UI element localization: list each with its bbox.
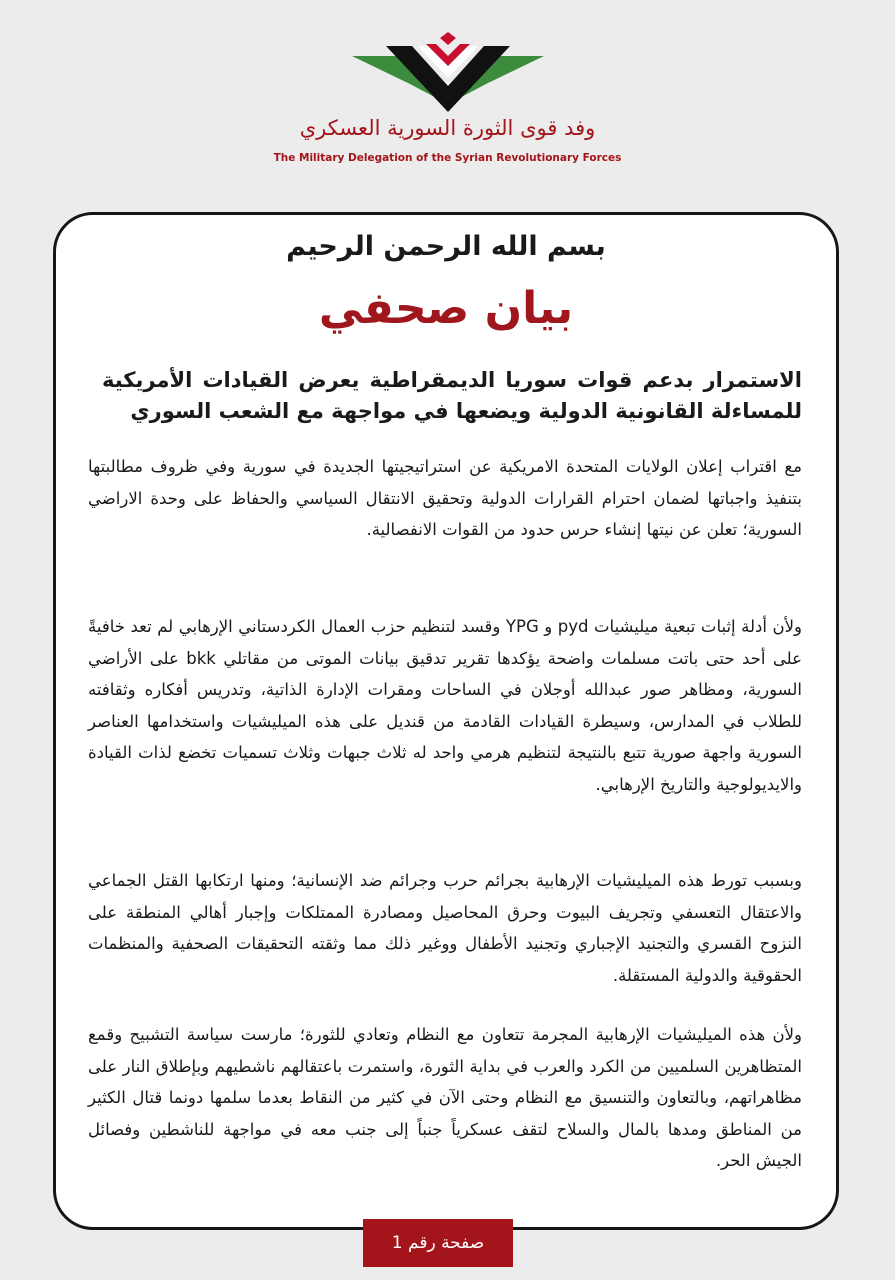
paragraph-2: ولأن أدلة إثبات تبعية ميليشيات pyd و YPG وقسد لتنظيم حزب العمال الكردستاني الإرهابي لم تعد خافيةً على أحد حتى باتت مسلمات واضحة يؤكدها تقرير تدقيق بيانات الموتى من مقاتلي bkk على الأراضي السورية، ومظاهر صور عبدالله أوجلان في الساحات ومقرات الإدارة الذاتية، وتدريس أفكاره وثقافته للطلاب في المدارس، وسيطرة القيادات القادمة من قنديل على هذه الميليشيات واستخدامها العناصر السورية واجهة صورية تتبع بالنتيجة لتنظيم هرمي واحد له ثلاث جبهات وثلاث تسميات تخضع لذات القيادة والايديولوجية والتاريخ الإرهابي. xyxy=(88,617,802,794)
paragraph-1: مع اقتراب إعلان الولايات المتحدة الامريكية عن استراتيجيتها الجديدة في سورية وفي ظروف مطالبتها بتنفيذ واجباتها لضمان احترام القرارات الدولية وتحقيق الانتقال السياسي والحفاظ على وحدة الاراضي السورية؛ تعلن عن نيتها إنشاء حرس حدود من القوات الانفصالية. xyxy=(88,457,802,539)
logo-red-diamond xyxy=(440,32,456,45)
page-header xyxy=(0,0,895,200)
org-name-arabic: وفد قوى الثورة السورية العسكري xyxy=(299,116,596,140)
paragraph-4: ولأن هذه الميليشيات الإرهابية المجرمة تتعاون مع النظام وتعادي للثورة؛ مارست سياسة التشبيح وقمع المتظاهرين السلميين من الكرد والعرب في بداية الثورة، واستمرت باعتقالهم ناشطيهم وبإطلاق النار على مظاهراتهم، وبالتعاون والتنسيق مع النظام وحتى الآن في كثير من النقاط بعدما سلمها دونما قتال الكثير من المناطق ومدها بالمال والسلاح لتقف عسكرياً جنباً إلى جنب معه في مواجهة للناشطين وفصائل الجيش الحر. xyxy=(88,1025,802,1170)
statement-card xyxy=(53,212,839,1230)
statement-headline: الاستمرار بدعم قوات سوريا الديمقراطية يعرض القيادات الأمريكية للمساءلة القانونية الدولية ويضعها في مواجهة مع الشعب السوري xyxy=(102,368,802,423)
basmala: بسم الله الرحمن الرحيم xyxy=(286,231,606,262)
page-title: بيان صحفي xyxy=(318,283,574,334)
paragraph-3: وبسبب تورط هذه الميليشيات الإرهابية بجرائم حرب وجرائم ضد الإنسانية؛ ومنها ارتكابها القتل الجماعي والاعتقال التعسفي وتجريف البيوت وحرق المحاصيل ومصادرة الممتلكات وإجبار أهالي المنطقة على النزوح القسري والتجنيد الإجباري وتجنيد الأطفال ووغير ذلك مما وثقته التحقيقات الصحفية والمنظمات الحقوقية والدولية المستقلة. xyxy=(88,871,802,985)
page-number-badge: صفحة رقم 1 xyxy=(363,1219,513,1267)
delegation-logo-icon xyxy=(352,32,544,114)
org-name-english: The Military Delegation of the Syrian Revolutionary Forces xyxy=(273,152,622,164)
